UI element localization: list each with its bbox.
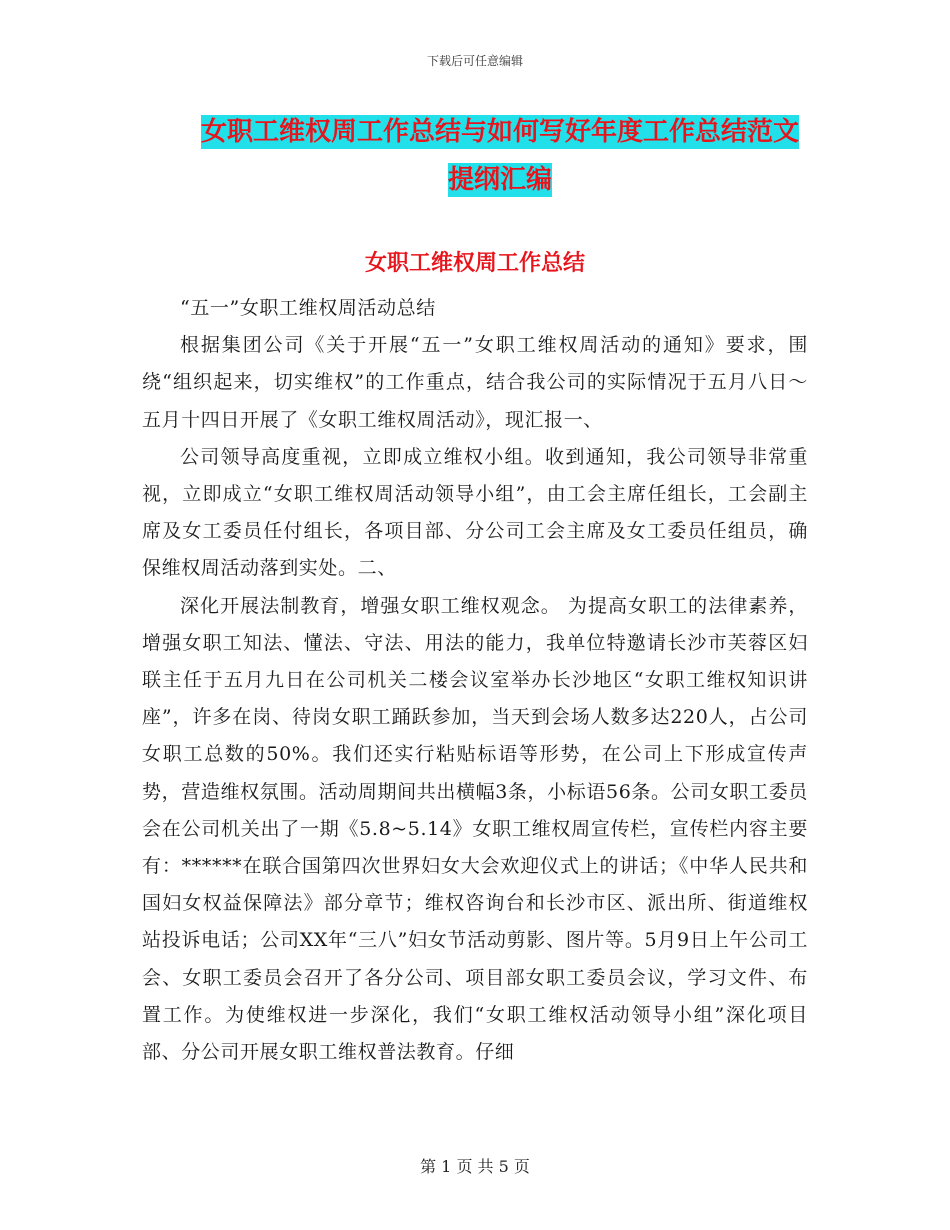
paragraph-subtitle: “五一”女职工维权周活动总结 bbox=[180, 297, 436, 319]
section-title: 女职工维权周工作总结 bbox=[364, 251, 585, 276]
paragraph: 深化开展法制教育，增强女职工维权观念。 为提高女职工的法律素养，增强女职工知法、懂法、守法、用法的能力，我单位特邀请长沙市芙蓉区妇联主任于五月九日在公司机关二楼会议室举办长沙地区“女职工维权知识讲座”，许多在岗、待岗女职工踊跃参加，当天到会场人数多达220人，占公司女职工总数的50%。我们还实行粘贴标语等形势，在公司上下形成宣传声势，营造维权氛围。活动周期间共出横幅3条，小标语56条。公司女职工委员会在公司机关出了一期《5.8~5.14》女职工维权周宣传栏，宣传栏内容主要有：******在联合国第四次世界妇女大会欢迎仪式上的讲话；《中华人民共和国妇女权益保障法》部分章节；维权咨询台和长沙市区、派出所、街道维权站投诉电话；公司XX年“三八”妇女节活动剪影、图片等。5月9日上午公司工会、女职工委员会召开了各分公司、项目部女职工委员会议，学习文件、布置工作。为使维权进一步深化，我们“女职工维权活动领导小组”深化项目部、分公司开展女职工维权普法教育。仔细 bbox=[142, 594, 808, 1064]
document-title-line-1: 女职工维权周工作总结与如何写好年度工作总结范文 bbox=[200, 117, 799, 147]
page-number: 第 1 页 共 5 页 bbox=[420, 1157, 530, 1176]
document-title-line-2: 提纲汇编 bbox=[447, 165, 552, 195]
document-title bbox=[190, 108, 810, 204]
paragraph: 公司领导高度重视，立即成立维权小组。收到通知，我公司领导非常重视，立即成立“女职工维权周活动领导小组”，由工会主席任组长，工会副主席及女工委员任付组长，各项目部、分公司工会主席及女工委员任组员，确保维权周活动落到实处。二、 bbox=[142, 445, 808, 580]
header-note: 下载后可任意编辑 bbox=[426, 54, 523, 68]
paragraph: 根据集团公司《关于开展“五一”女职工维权周活动的通知》要求，围绕“组织起来，切实维权”的工作重点，结合我公司的实际情况于五月八日～五月十四日开展了《女职工维权周活动》，现汇报一、 bbox=[142, 334, 808, 431]
document-body bbox=[142, 290, 808, 1071]
